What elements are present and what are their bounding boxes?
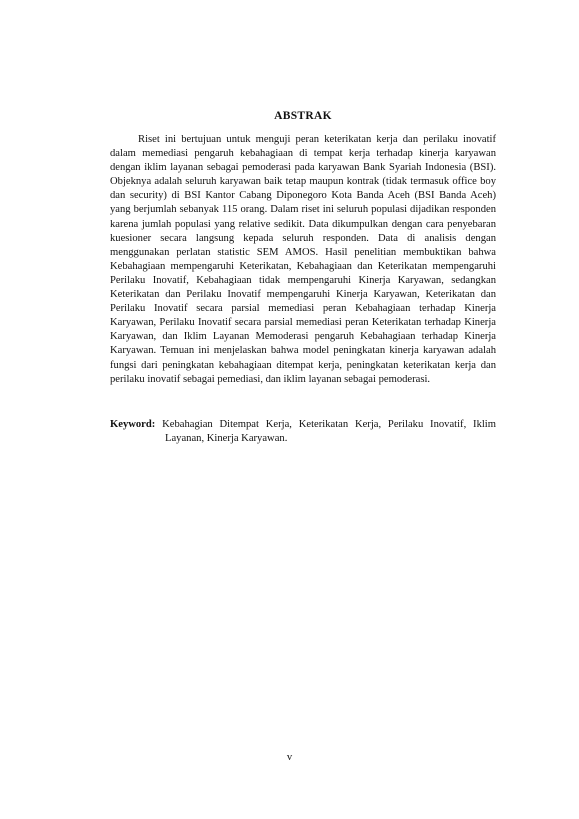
keyword-label: Keyword: <box>110 419 156 430</box>
page-number: v <box>286 752 293 763</box>
abstract-paragraph: Riset ini bertujuan untuk menguji peran keterikatan kerja dan perilaku inovatif dalam memediasi pengaruh kebahagiaan di tempat kerja terhadap kinerja karyawan dengan iklim layanan sebagai pemoderasi pada karyawan Bank Syariah Indonesia (BSI). Objeknya adalah seluruh karyawan baik tetap maupun kontrak (tidak termasuk office boy dan security) di BSI Kantor Cabang Diponegoro Kota Banda Aceh (BSI Banda Aceh) yang berjumlah sebanyak 115 orang. Dalam riset ini seluruh populasi dijadikan responden karena jumlah populasi yang relative sedikit. Data dikumpulkan dengan cara penyebaran kuesioner secara langsung kepada seluruh responden. Data di analisis dengan menggunakan perlatan statistic SEM AMOS. Hasil penelitian membuktikan bahwa Kebahagiaan mempengaruhi Keterikatan, Kebahagiaan dan Keterikatan mempengaruhi Perilaku Inovatif, Kebahagiaan tidak mempengaruhi Kinerja Karyawan, sedangkan Keterikatan dan Perilaku Inovatif mempengaruhi Kinerja Karyawan, Keterikatan dan Perilaku Inovatif secara parsial memediasi peran Kebahagiaan terhadap Kinerja Karyawan, Perilaku Inovatif secara parsial memediasi peran Keterikatan terhadap Kinerja Karyawan, dan Iklim Layanan Memoderasi pengaruh Kebahagiaan terhadap Kinerja Karyawan. Temuan ini menjelaskan bahwa model peningkatan kinerja karyawan adalah fungsi dari peningkatan kebahagiaan ditempat kerja, peningkatan keterikatan kerja dan perilaku inovatif sebagai pemediasi, dan iklim layanan sebagai pemoderasi. <box>110 134 496 385</box>
keyword-section <box>110 418 496 446</box>
keyword-list: Kebahagian Ditempat Kerja, Keterikatan Kerja, Perilaku Inovatif, Iklim Layanan, Kinerja Karyawan. <box>162 419 496 444</box>
page-title: ABSTRAK <box>274 110 332 122</box>
